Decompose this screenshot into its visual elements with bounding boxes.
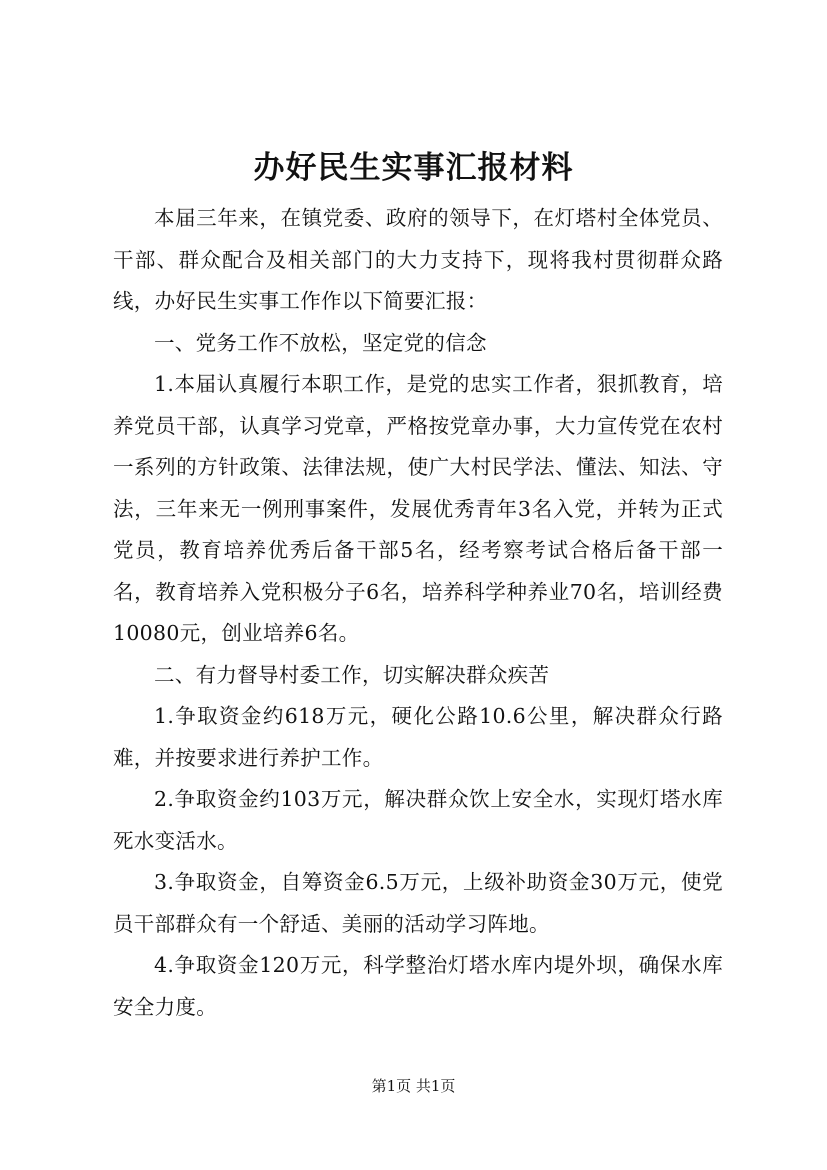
intro-paragraph: 本届三年来，在镇党委、政府的领导下，在灯塔村全体党员、干部、群众配合及相关部门的大力支持下，现将我村贯彻群众路线，办好民生实事工作作以下简要汇报： bbox=[113, 206, 723, 313]
section-2-item-3: 3.争取资金，自筹资金6.5万元，上级补助资金30万元，使党员干部群众有一个舒适、美丽的活动学习阵地。 bbox=[113, 870, 723, 936]
page-number-footer: 第1页 共1页 bbox=[371, 1077, 456, 1095]
section-heading-2: 二、有力督导村委工作，切实解决群众疾苦 bbox=[154, 662, 550, 687]
section-1-item-1: 1.本届认真履行本职工作，是党的忠实工作者，狠抓教育，培养党员干部，认真学习党章，严格按党章办事，大力宣传党在农村一系列的方针政策、法律法规，使广大村民学法、懂法、知法、守法，三年来无一例刑事案件，发展优秀青年3名入党，并转为正式党员，教育培养优秀后备干部5名，经考察考试合格后备干部一名，教育培养入党积极分子6名，培养科学种养业70名，培训经费10080元，创业培养6名。 bbox=[113, 372, 723, 645]
document-body bbox=[113, 198, 723, 1028]
section-2-item-4: 4.争取资金120万元，科学整治灯塔水库内堤外坝，确保水库安全力度。 bbox=[113, 953, 723, 1019]
section-heading-1: 一、党务工作不放松，坚定党的信念 bbox=[154, 330, 487, 355]
document-title: 办好民生实事汇报材料 bbox=[253, 150, 574, 186]
section-2-item-2: 2.争取资金约103万元，解决群众饮上安全水，实现灯塔水库死水变活水。 bbox=[113, 787, 723, 853]
section-2-item-1: 1.争取资金约618万元，硬化公路10.6公里，解决群众行路难，并按要求进行养护工作。 bbox=[113, 704, 723, 770]
